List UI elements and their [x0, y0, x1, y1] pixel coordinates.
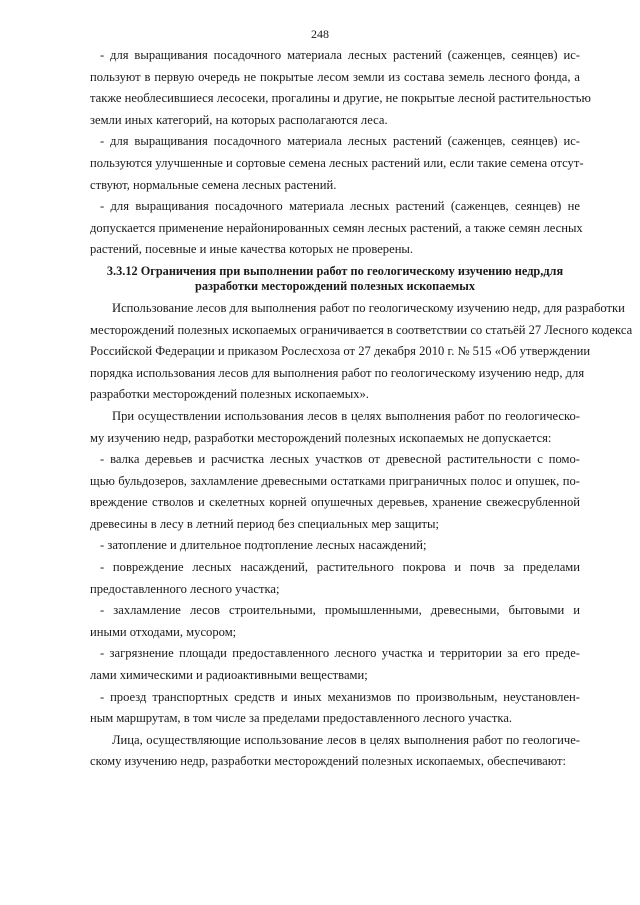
paragraph	[90, 643, 580, 686]
paragraph	[90, 131, 584, 196]
text-line: месторождений полезных ископаемых ограничивается в соответствии со статьёй 27 Лесного кодекса	[90, 322, 633, 337]
text-line: - для выращивания посадочного материала лесных растений (саженцев, сеянцев) ис-	[100, 134, 580, 149]
text-line: пользуются улучшенные и сортовые семена лесных растений или, если такие семена отсут-	[90, 155, 584, 170]
paragraph	[90, 298, 633, 406]
text-line: - валка деревьев и расчистка лесных участков от древесной растительности с помо-	[100, 452, 580, 467]
text-line: скому изучению недр, разработки месторождений полезных ископаемых, обеспечивают:	[90, 754, 566, 769]
text-line: порядка использования лесов для выполнения работ по геологическому изучению недр, для	[90, 365, 585, 380]
text-line: - повреждение лесных насаждений, растительного покрова и почв за пределами	[100, 560, 580, 575]
page-number: 248	[311, 27, 329, 41]
text-line: земли иных категорий, на которых располагаются леса.	[90, 112, 388, 127]
text-line: - затопление и длительное подтопление лесных насаждений;	[100, 538, 427, 553]
text-line: ствуют, нормальные семена лесных растений.	[90, 177, 337, 192]
text-line: Лица, осуществляющие использование лесов в целях выполнения работ по геологиче-	[112, 732, 580, 747]
paragraph	[90, 45, 591, 131]
text-line: древесины в лесу в летний период без специальных мер защиты;	[90, 516, 439, 531]
text-line: иными отходами, мусором;	[90, 624, 237, 639]
text-line: предоставленного лесного участка;	[90, 581, 280, 596]
text-line: щью бульдозеров, захламление древесными остатками приграничных полос и опушек, по-	[90, 473, 580, 488]
section-heading	[90, 264, 580, 294]
top-paragraphs	[90, 45, 591, 261]
text-line: - проезд транспортных средств и иных механизмов по произвольным, неустановлен-	[100, 689, 580, 704]
text-line: ным маршрутам, в том числе за пределами предоставленного лесного участка.	[90, 711, 513, 726]
section-heading-line-1: 3.3.12 Ограничения при выполнении работ по геологическому изучению недр,для	[106, 263, 564, 278]
paragraph	[90, 600, 580, 643]
text-line: Российской Федерации и приказом Рослесхоза от 27 декабря 2010 г. № 515 «Об утверждении	[90, 344, 591, 359]
page-body	[90, 45, 633, 773]
text-line: вреждение стволов и скелетных корней опушечных деревьев, хранение свежесрубленной	[90, 495, 580, 510]
text-line: разработки месторождений полезных ископаемых».	[90, 387, 369, 402]
paragraph	[90, 449, 580, 535]
text-line: лами химическими и радиоактивными веществами;	[90, 668, 368, 683]
text-line: пользуют в первую очередь не покрытые лесом земли из состава земель лесного фонда, а	[90, 69, 580, 84]
paragraph	[90, 196, 583, 261]
text-line: - для выращивания посадочного материала лесных растений (саженцев, сеянцев) не	[100, 199, 580, 214]
text-line: растений, посевные и иные качества которых не проверены.	[90, 242, 414, 257]
text-line: Использование лесов для выполнения работ по геологическому изучению недр, для разработки	[112, 300, 625, 315]
bottom-paragraphs	[90, 298, 633, 773]
text-line: - загрязнение площади предоставленного лесного участка и территории за его преде-	[100, 646, 580, 661]
paragraph	[90, 557, 580, 600]
paragraph	[90, 406, 580, 449]
section-heading-line-2: разработки месторождений полезных ископаемых	[195, 278, 475, 293]
text-line: - захламление лесов строительными, промышленными, древесными, бытовыми и	[100, 603, 580, 618]
text-line: также необлесившиеся лесосеки, прогалины и другие, не покрытые лесной растительностью	[90, 91, 591, 106]
paragraph	[90, 687, 580, 730]
text-line: - для выращивания посадочного материала лесных растений (саженцев, сеянцев) ис-	[100, 48, 580, 62]
text-line: му изучению недр, разработки месторождений полезных ископаемых не допускается:	[90, 430, 552, 445]
paragraph	[90, 535, 580, 557]
paragraph	[90, 730, 580, 773]
text-line: При осуществлении использования лесов в целях выполнения работ по геологическо-	[112, 408, 580, 423]
text-line: допускается применение нерайонированных семян лесных растений, а также семян лесных	[90, 220, 583, 235]
